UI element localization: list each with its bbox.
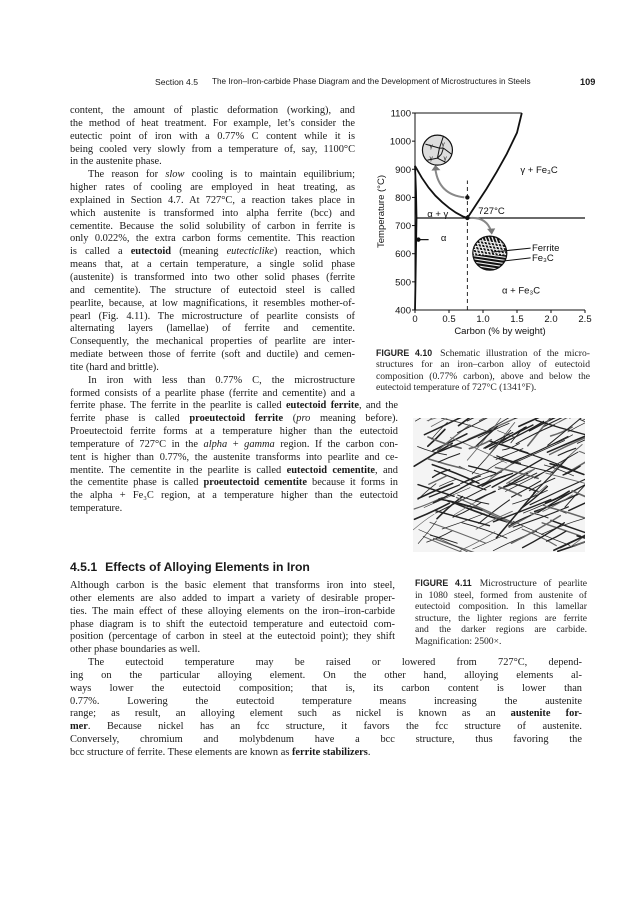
- text-run: which austenite is transformed into alpha ferrite (bcc) and: [70, 207, 355, 219]
- x-tick-label: 2.0: [544, 313, 558, 325]
- text-line: [70, 452, 398, 465]
- text-line: [70, 683, 582, 696]
- text-line: [70, 426, 398, 439]
- text-run: (meaning: [171, 246, 227, 258]
- text-run: (: [283, 413, 297, 425]
- text-line: [70, 747, 582, 760]
- text-line: [70, 169, 355, 182]
- text-run: the cementite phase is called: [70, 477, 204, 489]
- text-line: [70, 208, 355, 221]
- text-run: phase diagram is to shift the eutectoid temperature and eutectoid com-: [70, 618, 395, 630]
- text-line: [70, 670, 582, 683]
- bold-term: proeutectoid ferrite: [189, 413, 284, 425]
- micrograph-background: [413, 418, 585, 552]
- italic-term: alpha: [203, 438, 228, 450]
- text-line: [70, 233, 355, 246]
- text-line: [70, 439, 398, 452]
- text-run: meaning before).: [310, 413, 398, 425]
- text-line: [70, 375, 355, 388]
- text-line: [70, 503, 398, 516]
- body-text-top: [70, 105, 398, 516]
- region-label: α: [440, 233, 447, 245]
- bold-term: eutectoid: [130, 246, 172, 258]
- text-run: the method of heat treatment. For example, let’s consider the: [70, 117, 355, 129]
- text-run: means that, at a certain temperature, a single solid phase: [70, 259, 355, 271]
- text-line: [70, 259, 355, 272]
- text-run: tent is higher than 0.77%, the austenite transforms into pearlite and ce-: [70, 451, 398, 463]
- text-line: [70, 644, 395, 657]
- text-run: and cementite). The structure of eutectoid steel is called: [70, 284, 355, 296]
- text-line: [70, 349, 355, 362]
- text-line: [70, 465, 398, 478]
- text-line: [70, 619, 395, 632]
- y-tick-label: 500: [395, 277, 411, 289]
- caption-line: Schematic illustration of the micro-: [440, 348, 590, 359]
- ferrite-lamella: [467, 233, 475, 255]
- caption-line: Microstructure of pearlite: [479, 578, 587, 589]
- text-run: other phase boundaries as well.: [70, 644, 201, 656]
- running-header-title: The Iron–Iron-carbide Phase Diagram and the Development of Microstructures in Steels: [212, 77, 531, 86]
- arrow-head-icon: [487, 228, 495, 234]
- italic-term: slow: [165, 169, 185, 181]
- text-line: [70, 272, 355, 285]
- text-run: eutectic point of iron with a 0.77% C content while it is: [70, 130, 355, 142]
- x-tick-label: 1.0: [476, 313, 490, 325]
- data-point: [465, 216, 469, 220]
- section-title: Effects of Alloying Elements in Iron: [105, 560, 310, 574]
- text-line: [70, 580, 395, 593]
- text-run: The reason for: [88, 169, 166, 181]
- text-run: in the austenite phase.: [70, 156, 162, 168]
- text-run: region. If the carbon con-: [274, 438, 398, 450]
- text-line: [70, 221, 355, 234]
- x-axis-label: Carbon (% by weight): [454, 325, 546, 337]
- text-run: bcc structure of ferrite. These elements are known as: [70, 746, 292, 758]
- section-heading: [70, 560, 310, 574]
- text-line: [70, 593, 395, 606]
- caption-line: in 1080 steel, formed from austenite of: [415, 589, 587, 601]
- text-line: [70, 131, 355, 144]
- bold-term: ferrite stabilizers: [291, 746, 368, 758]
- gamma-grain-label: γ: [441, 141, 445, 149]
- bold-term: proeutectoid cementite: [203, 477, 307, 489]
- phase-boundary-line: [467, 113, 521, 218]
- text-run: being cooled very slowly from a temperature of, say, 1100°C: [70, 143, 355, 155]
- text-line: [70, 400, 398, 413]
- text-line: [70, 734, 582, 747]
- text-run: alternating layers (lamellae) of ferrite and cementite.: [70, 323, 355, 335]
- text-run: .: [367, 746, 371, 758]
- text-run: pearl (Fig. 4.11). The microstructure of pearlite consists of: [70, 310, 355, 322]
- gamma-grain-label: γ: [429, 155, 433, 163]
- text-run: ways lower the eutectoid composition; that is, its carbon content is lower than: [70, 682, 582, 694]
- ferrite-lamella: [470, 271, 510, 277]
- caption-line: structure, the lighter regions are ferrite: [415, 612, 587, 624]
- text-line: [70, 118, 355, 131]
- text-run: ties. The main effect of these alloying elements on the iron–iron-carbide: [70, 605, 395, 617]
- text-line: [70, 323, 355, 336]
- text-run: ferrite phase. The ferrite in the pearlite is called: [70, 400, 286, 412]
- text-line: [70, 631, 395, 644]
- text-line: [70, 606, 395, 619]
- text-run: cementite. Because the solid solubility of carbon in ferrite is: [70, 220, 355, 232]
- arrow-to-austenite-icon: [435, 169, 464, 197]
- text-line: [70, 388, 355, 401]
- text-run: ) reaction, which: [273, 246, 356, 258]
- pearlite-micrograph-image: [413, 418, 585, 552]
- text-line: [70, 311, 355, 324]
- text-run: tite (hard and brittle).: [70, 361, 159, 373]
- text-line: [70, 413, 398, 426]
- text-line: [70, 182, 355, 195]
- text-line: [70, 362, 355, 375]
- text-run: (austenite) is transformed into two other solid phases (ferrite: [70, 271, 355, 283]
- y-axis-label: Temperature (°C): [376, 175, 387, 248]
- text-run: Consequently, the mechanical properties of pearlite are inter-: [70, 336, 355, 348]
- arrow-head-icon: [431, 165, 440, 171]
- y-tick-label: 400: [395, 305, 411, 317]
- page-number: 109: [580, 77, 596, 87]
- text-line: [70, 246, 355, 259]
- text-run: , and: [375, 464, 398, 476]
- y-tick-label: 1100: [390, 108, 411, 120]
- text-line: [70, 490, 398, 503]
- ferrite-label: Ferrite: [531, 243, 560, 255]
- text-run: higher rates of cooling are employed in heat treating, as: [70, 182, 355, 194]
- text-run: formed consists of a pearlite phase (ferrite and cementite) and a: [70, 387, 355, 399]
- text-run: . Because nickel has an fcc structure, it favors the fcc structure of austenite.: [87, 721, 582, 733]
- text-run: range; as result, an alloying element such as nickel is known as an: [70, 708, 511, 720]
- text-line: [70, 336, 355, 349]
- region-label: α + γ: [427, 209, 449, 221]
- y-tick-label: 800: [395, 192, 411, 204]
- caption-line: Magnification: 2500×.: [415, 635, 502, 647]
- text-run: Proeutectoid ferrite forms at a temperature higher than the eutectoid: [70, 426, 398, 438]
- figure-4-10-caption: [376, 348, 590, 394]
- text-run: The eutectoid temperature may be raised or lowered from 727°C, depend-: [88, 657, 582, 669]
- austenite-grain-circle-icon: [422, 135, 452, 165]
- gamma-grain-label: γ: [429, 143, 433, 151]
- text-run: temperature.: [70, 503, 123, 515]
- text-run: , and the: [358, 400, 398, 412]
- text-line: [70, 285, 355, 298]
- bold-term: eutectoid cementite: [286, 464, 376, 476]
- y-tick-label: 700: [395, 221, 411, 233]
- y-tick-label: 1000: [389, 136, 411, 148]
- region-label: α + Fe₃C: [502, 285, 541, 297]
- figure-4-10-label: FIGURE 4.10: [376, 348, 433, 358]
- text-run: position (percentage of carbon in steel at the eutectoid point); they shift: [70, 631, 395, 643]
- figure-4-11-caption: [415, 578, 587, 648]
- region-label: γ + Fe₃C: [520, 165, 558, 177]
- caption-line: structures for an iron–carbon alloy of eutectoid: [376, 359, 590, 371]
- text-line: [70, 195, 355, 208]
- text-run: Although carbon is the basic element that transforms iron into steel,: [70, 580, 395, 591]
- bold-term: austenite for-: [510, 708, 582, 720]
- text-line: [70, 156, 355, 169]
- text-line: [70, 144, 355, 157]
- text-run: ing on the particular alloying element. On the other hand, alloying elements al-: [70, 669, 582, 681]
- text-run: 0.77%. Lowering the eutectoid temperature means increasing the austenite: [70, 695, 582, 707]
- text-run: In iron with less than 0.77% C, the microstructure: [88, 374, 355, 386]
- bold-term: eutectoid ferrite: [285, 400, 359, 412]
- text-run: ferrite phase is called: [70, 413, 190, 425]
- phase-diagram-chart: [360, 95, 610, 345]
- text-run: the alpha + Fe₃C region, at a temperature higher than the eutectoid: [70, 490, 398, 502]
- caption-line: eutectoid temperature of 727°C (1341°F).: [376, 382, 537, 394]
- text-run: mentite. The cementite in the pearlite is called: [70, 464, 287, 476]
- text-line: [70, 708, 582, 721]
- bold-term: mer: [70, 721, 88, 733]
- text-line: [70, 696, 582, 709]
- text-run: content, the amount of plastic deformation (working), and: [70, 105, 355, 116]
- y-tick-label: 600: [395, 249, 411, 261]
- fe3c-label: Fe₃C: [531, 252, 554, 264]
- text-run: temperature of 727°C in the: [70, 438, 204, 450]
- y-tick-label: 900: [395, 164, 411, 176]
- running-header-section: Section 4.5: [155, 77, 198, 87]
- x-tick-label: 2.5: [578, 313, 592, 325]
- caption-line: composition (0.77% carbon), above and below the: [376, 370, 590, 382]
- text-run: because it forms in: [307, 477, 398, 489]
- x-tick-label: 1.5: [510, 313, 524, 325]
- caption-line: eutectoid composition. In this lamellar: [415, 601, 587, 613]
- text-run: Conversely, chromium and molybdenum have a bcc structure, thus favoring the: [70, 734, 582, 746]
- text-run: +: [227, 438, 245, 450]
- text-run: other elements are also added to impart a variety of desirable proper-: [70, 592, 395, 604]
- text-run: mediate between those of ferrite (soft and ductile) and cemen-: [70, 349, 355, 361]
- text-line: [70, 721, 582, 734]
- text-line: [70, 477, 398, 490]
- text-line: [70, 657, 582, 670]
- italic-term: gamma: [244, 438, 275, 450]
- x-tick-label: 0: [412, 313, 418, 325]
- gamma-grain-label: γ: [443, 155, 447, 163]
- text-run: pearlite, because, at low magnifications, it resembles mother-of-: [70, 297, 355, 309]
- eutectoid-temperature-label: 727°C: [478, 206, 505, 218]
- text-run: is called a: [70, 246, 131, 258]
- figure-4-11-label: FIGURE 4.11: [415, 578, 472, 588]
- text-line: [70, 105, 355, 118]
- text-run: cooling is to maintain equilibrium;: [184, 169, 355, 181]
- x-tick-label: 0.5: [442, 313, 456, 325]
- section-number: 4.5.1: [70, 560, 98, 574]
- data-point: [465, 195, 469, 199]
- text-line: [70, 298, 355, 311]
- italic-term: pro: [296, 413, 311, 425]
- text-run: explained in Section 4.7. At 727°C, a reaction takes place in: [70, 194, 355, 206]
- caption-line: and the darker regions are carbide.: [415, 624, 587, 636]
- italic-term: eutecticlike: [226, 246, 274, 258]
- text-run: only 0.022%, the extra carbon forms cementite. This reaction: [70, 233, 355, 245]
